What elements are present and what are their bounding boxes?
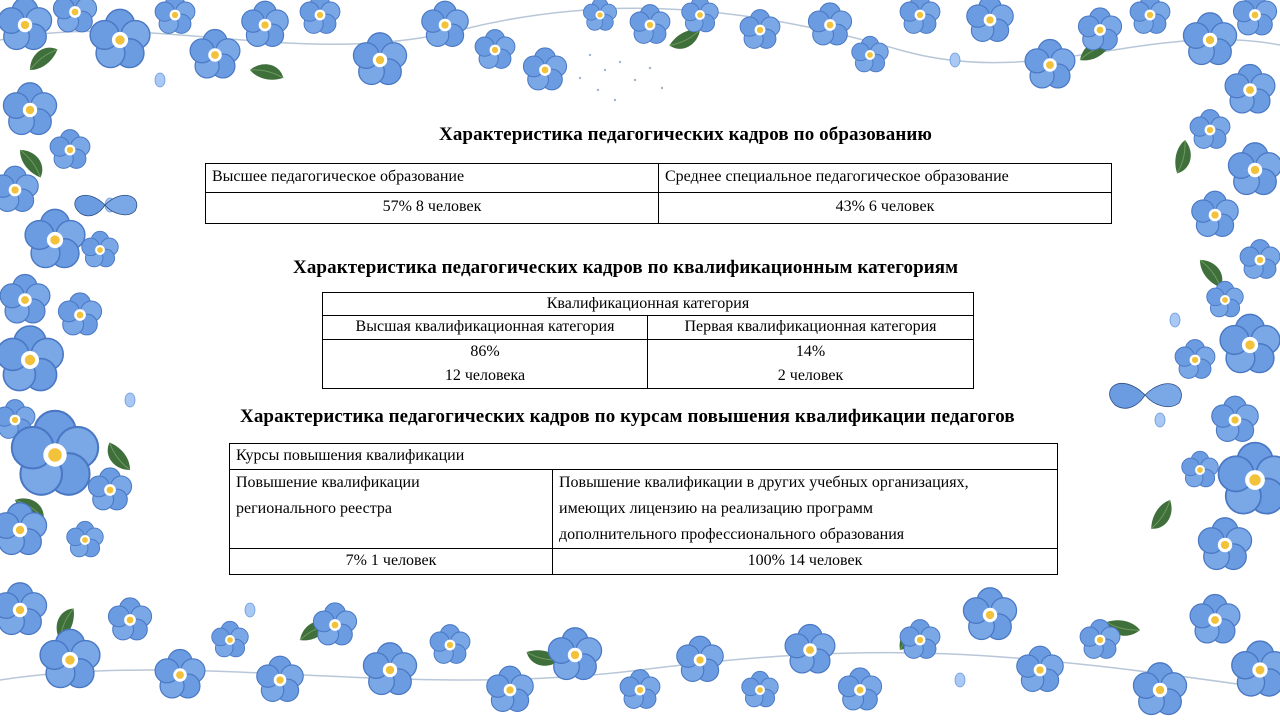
courses-regional-header-line: Повышение квалификации	[236, 474, 420, 491]
courses-other-value: 100% 14 человек	[553, 549, 1058, 575]
qualification-highest-count: 12 человека	[444, 367, 526, 384]
courses-other-header	[553, 470, 1058, 549]
courses-heading: Характеристика педагогических кадров по курсам повышения квалификации педагогов	[240, 406, 1015, 427]
butterfly-icon	[75, 195, 137, 216]
courses-regional-header	[230, 470, 553, 549]
qualification-first-percent: 14%	[795, 343, 826, 360]
courses-group-header: Курсы повышения квалификации	[230, 444, 1058, 470]
courses-regional-header-line: регионального реестра	[236, 500, 393, 517]
courses-other-header-line: Повышение квалификации в других учебных организациях,	[559, 474, 969, 491]
sparkle-dots	[579, 54, 663, 101]
education-secondary-value: 43% 6 человек	[659, 193, 1112, 224]
left-flower-cluster	[0, 83, 135, 557]
courses-regional-value: 7% 1 человек	[230, 549, 553, 575]
education-table	[205, 163, 1112, 224]
top-flower-cluster	[0, 0, 1280, 90]
education-secondary-header: Среднее специальное педагогическое образование	[659, 164, 1112, 193]
butterfly-icon	[1110, 383, 1182, 408]
courses-other-header-line: дополнительного профессионального образования	[559, 526, 905, 543]
qualification-highest-percent: 86%	[470, 343, 500, 360]
qualification-first-value	[648, 340, 974, 389]
qualification-table	[322, 292, 974, 389]
bottom-flower-cluster	[0, 583, 1280, 715]
qualification-heading: Характеристика педагогических кадров по квалификационным категориям	[293, 257, 959, 278]
qualification-first-count: 2 человек	[777, 367, 844, 384]
education-heading: Характеристика педагогических кадров по образованию	[439, 124, 933, 145]
qualification-group-header: Квалификационная категория	[323, 293, 974, 316]
qualification-highest-header: Высшая квалификационная категория	[323, 316, 648, 340]
education-higher-value: 57% 8 человек	[206, 193, 659, 224]
qualification-highest-value	[323, 340, 648, 389]
courses-table	[229, 443, 1058, 575]
education-higher-header: Высшее педагогическое образование	[206, 164, 659, 193]
right-flower-cluster	[1145, 65, 1280, 570]
qualification-first-header: Первая квалификационная категория	[648, 316, 974, 340]
courses-other-header-line: имеющих лицензию на реализацию программ	[559, 500, 873, 517]
